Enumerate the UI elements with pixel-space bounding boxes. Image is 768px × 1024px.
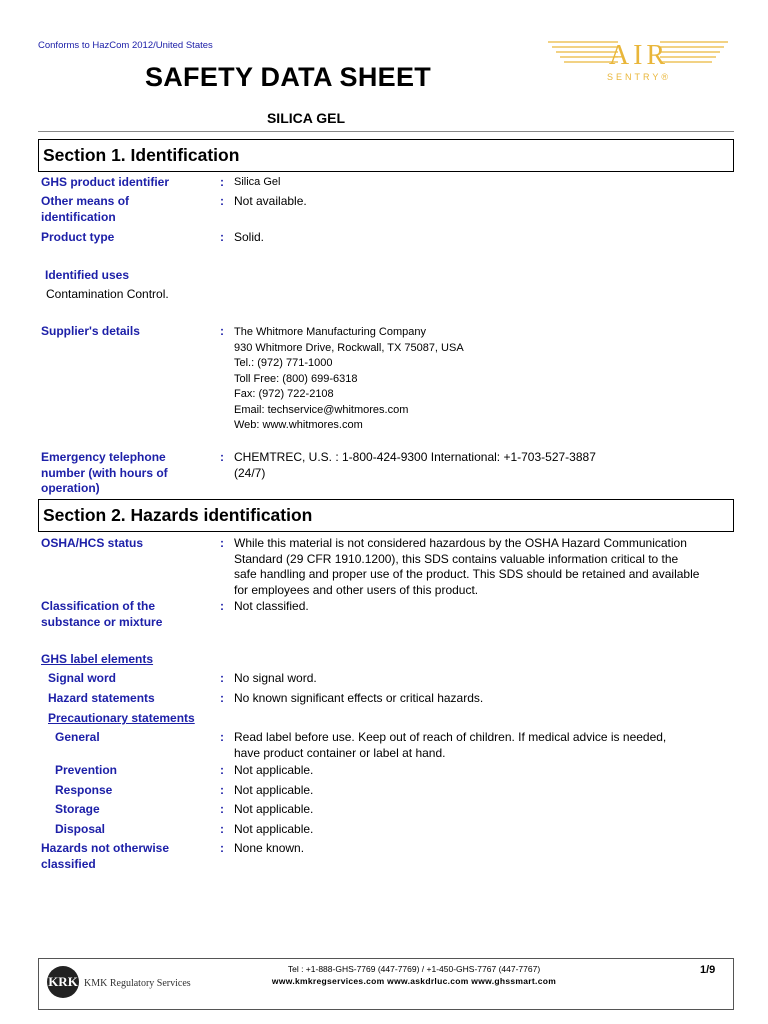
prevention-value: Not applicable. — [234, 763, 314, 777]
storage-value: Not applicable. — [234, 802, 314, 816]
colon: : — [220, 822, 224, 836]
general-value: Read label before use. Keep out of reach of children. If medical advice is needed, have product container or label at hand. — [234, 730, 667, 760]
footer-websites: www.kmkregservices.com www.askdrluc.com www.ghssmart.com — [271, 976, 557, 986]
classification-value: Not classified. — [234, 599, 309, 613]
colon: : — [220, 730, 224, 744]
section-2-heading: Section 2. Hazards identification — [38, 499, 734, 532]
colon: : — [220, 230, 224, 244]
document-title: SAFETY DATA SHEET — [144, 62, 432, 92]
other-means-label: Other means of identification — [41, 194, 130, 224]
hazard-statements-label: Hazard statements — [48, 691, 155, 705]
logo-subtext: SENTRY® — [607, 72, 671, 82]
page-number: 1/9 — [700, 964, 716, 976]
supplier-details-label: Supplier's details — [41, 324, 140, 338]
footer-telephone: Tel : +1-888-GHS-7769 (447-7769) / +1-450-GHS-7767 (447-7767) — [287, 964, 541, 974]
hazards-not-otherwise-classified-label: Hazards not otherwise classified — [41, 841, 170, 871]
section-1-heading: Section 1. Identification — [38, 139, 734, 172]
signal-word-label: Signal word — [48, 671, 117, 685]
precautionary-statements-heading: Precautionary statements — [48, 711, 195, 725]
colon: : — [220, 763, 224, 777]
identified-uses-value: Contamination Control. — [46, 287, 169, 301]
signal-word-value: No signal word. — [234, 671, 317, 685]
kmk-logo-icon: KRK — [47, 966, 79, 998]
ghs-product-identifier-label: GHS product identifier — [41, 175, 170, 189]
colon: : — [220, 324, 224, 338]
identified-uses-label: Identified uses — [45, 268, 130, 282]
colon: : — [220, 802, 224, 816]
ghs-label-elements-heading: GHS label elements — [41, 652, 154, 666]
colon: : — [220, 175, 224, 189]
colon: : — [220, 599, 224, 613]
logo-wordmark: AIR — [608, 40, 670, 71]
kmk-company-name: KMK Regulatory Services — [84, 978, 191, 989]
hazard-statements-value: No known significant effects or critical hazards. — [234, 691, 484, 705]
osha-hcs-status-value: While this material is not considered hazardous by the OSHA Hazard Communication Standard (29 CFR 1910.1200), this SDS contains valuable information critical to the safe handling and proper use of the product. This SDS should be retained and available for employees and other users of this product. — [234, 536, 700, 597]
product-type-label: Product type — [41, 230, 115, 244]
product-name: SILICA GEL — [266, 110, 346, 126]
prevention-label: Prevention — [55, 763, 118, 777]
hazards-not-otherwise-classified-value: None known. — [234, 841, 305, 855]
storage-label: Storage — [55, 802, 100, 816]
other-means-value: Not available. — [234, 194, 307, 208]
disposal-label: Disposal — [55, 822, 106, 836]
disposal-value: Not applicable. — [234, 822, 314, 836]
colon: : — [220, 194, 224, 208]
conformance-note: Conforms to HazCom 2012/United States — [38, 40, 213, 51]
colon: : — [220, 671, 224, 685]
emergency-telephone-value: CHEMTREC, U.S. : 1-800-424-9300 International: +1-703-527-3887 (24/7) — [234, 450, 596, 480]
colon: : — [220, 783, 224, 797]
supplier-details-value: The Whitmore Manufacturing Company 930 Whitmore Drive, Rockwall, TX 75087, USA Tel.: (972) 771-1000 Toll Free: (800) 699-6318 Fax: (972) 722-2108 Email: techservice@whitmores.com Web: www.whitmores.com — [234, 326, 464, 431]
colon: : — [220, 691, 224, 705]
general-label: General — [55, 730, 100, 744]
colon: : — [220, 450, 224, 464]
air-sentry-logo — [548, 36, 728, 86]
product-type-value: Solid. — [234, 230, 265, 244]
classification-label: Classification of the substance or mixture — [41, 599, 163, 629]
osha-hcs-status-label: OSHA/HCS status — [41, 536, 144, 550]
response-value: Not applicable. — [234, 783, 314, 797]
colon: : — [220, 841, 224, 855]
response-label: Response — [55, 783, 113, 797]
header-divider — [38, 131, 734, 132]
emergency-telephone-label: Emergency telephone number (with hours of operation) — [41, 450, 168, 495]
ghs-product-identifier-value: Silica Gel — [234, 176, 281, 188]
colon: : — [220, 536, 224, 550]
